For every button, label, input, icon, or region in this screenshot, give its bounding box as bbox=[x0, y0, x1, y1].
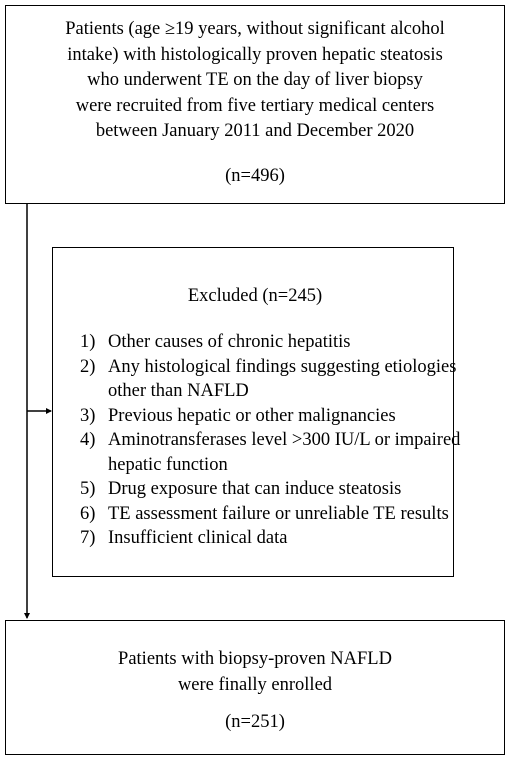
enrollment-line: were recruited from five tertiary medical centers bbox=[75, 95, 435, 116]
exclusion-item bbox=[80, 526, 480, 551]
exclusion-item bbox=[80, 404, 480, 429]
exclusion-item bbox=[80, 355, 480, 404]
exclusion-item-text: hepatic function bbox=[108, 454, 228, 475]
exclusion-item-text: Insufficient clinical data bbox=[108, 528, 288, 548]
exclusion-item-number: 1) bbox=[80, 332, 96, 352]
exclusion-item-text: Drug exposure that can induce steatosis bbox=[108, 479, 402, 499]
excluded-title: Excluded (n=245) bbox=[187, 286, 323, 306]
enrollment-line: who underwent TE on the day of liver biopsy bbox=[87, 70, 423, 90]
exclusion-item-number: 6) bbox=[80, 503, 96, 524]
exclusion-item-text: Any histological findings suggesting etiologies bbox=[108, 356, 457, 377]
enrollment-count: (n=496) bbox=[225, 166, 285, 186]
exclusion-item bbox=[80, 477, 480, 502]
final-enrolled-count: (n=251) bbox=[225, 712, 285, 732]
exclusion-item-number: 7) bbox=[80, 528, 96, 548]
exclusion-item-text: Previous hepatic or other malignancies bbox=[108, 405, 396, 426]
final-enrolled-description bbox=[0, 647, 510, 698]
final-enrolled-line: Patients with biopsy-proven NAFLD bbox=[118, 649, 392, 669]
exclusion-item-text: Aminotransferases level >300 IU/L or impaired bbox=[108, 430, 461, 450]
final-enrolled-line: were finally enrolled bbox=[177, 674, 333, 695]
exclusion-criteria-list bbox=[80, 330, 480, 551]
exclusion-item-number: 5) bbox=[80, 479, 96, 499]
enrollment-line: Patients (age ≥19 years, without significant alcohol bbox=[65, 19, 445, 39]
exclusion-item-text: Other causes of chronic hepatitis bbox=[108, 332, 351, 352]
exclusion-item-number: 2) bbox=[80, 356, 96, 377]
exclusion-item bbox=[80, 330, 480, 355]
exclusion-item-number: 3) bbox=[80, 405, 96, 426]
enrollment-line: between January 2011 and December 2020 bbox=[95, 121, 415, 141]
exclusion-item bbox=[80, 428, 480, 477]
exclusion-item-text: TE assessment failure or unreliable TE results bbox=[108, 503, 449, 524]
exclusion-item-number: 4) bbox=[80, 430, 96, 450]
enrollment-line: intake) with histologically proven hepatic steatosis bbox=[67, 44, 443, 65]
exclusion-item bbox=[80, 502, 480, 527]
exclusion-item-text: other than NAFLD bbox=[108, 381, 249, 401]
enrollment-description bbox=[0, 17, 510, 145]
